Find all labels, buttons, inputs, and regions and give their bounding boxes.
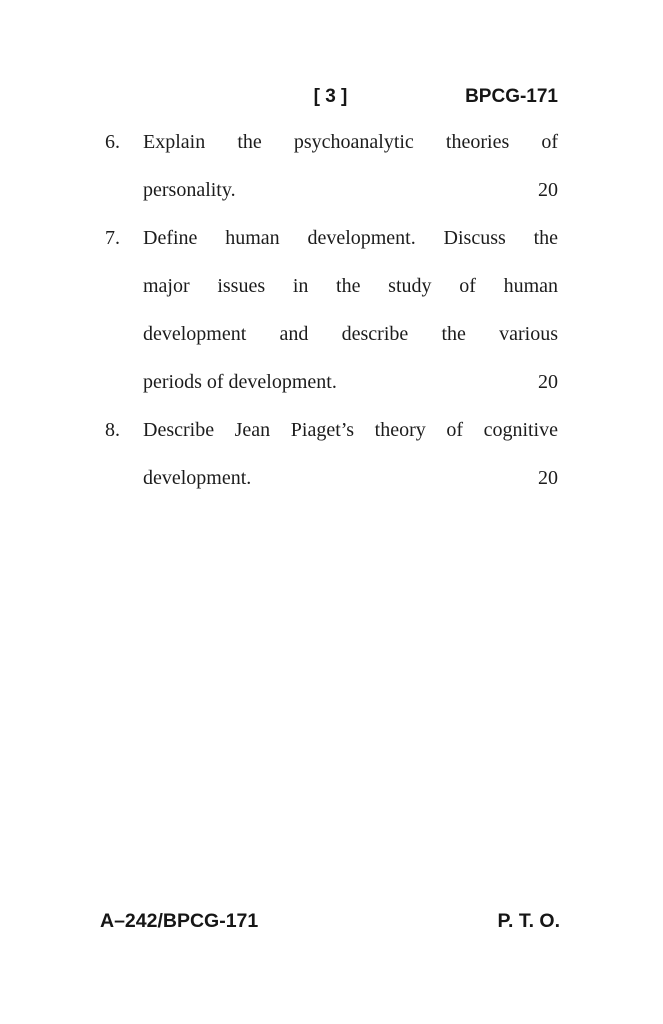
question-text-line: major issues in the study of human <box>143 275 558 297</box>
marks-value: 20 <box>538 179 558 201</box>
question-last-line <box>143 454 558 502</box>
question-number: 7. <box>105 227 120 249</box>
question-body <box>143 118 558 214</box>
question-text-line: periods of development. <box>143 371 337 393</box>
page-header <box>103 86 558 108</box>
question-number: 8. <box>105 419 120 441</box>
question-body <box>143 214 558 406</box>
question-text-line: Describe Jean Piaget’s theory of cognitive <box>143 419 558 441</box>
question-text-line: Define human development. Discuss the <box>143 227 558 249</box>
question-text-line: development and describe the various <box>143 323 558 345</box>
question-body <box>143 406 558 502</box>
question-last-line <box>143 358 558 406</box>
paper-code: A–242/BPCG-171 <box>100 910 259 932</box>
question-6 <box>105 118 558 214</box>
marks-value: 20 <box>538 371 558 393</box>
question-text-line: personality. <box>143 179 236 201</box>
course-code: BPCG-171 <box>465 86 558 107</box>
question-7 <box>105 214 558 406</box>
question-text-line: development. <box>143 467 252 489</box>
question-text-line: Explain the psychoanalytic theories of <box>143 131 558 153</box>
page-number: [ 3 ] <box>313 86 348 107</box>
question-number: 6. <box>105 131 120 153</box>
marks-value: 20 <box>538 467 558 489</box>
pto-label: P. T. O. <box>497 910 560 932</box>
question-list <box>105 118 558 502</box>
page-footer <box>100 910 560 933</box>
question-last-line <box>143 166 558 214</box>
question-8 <box>105 406 558 502</box>
